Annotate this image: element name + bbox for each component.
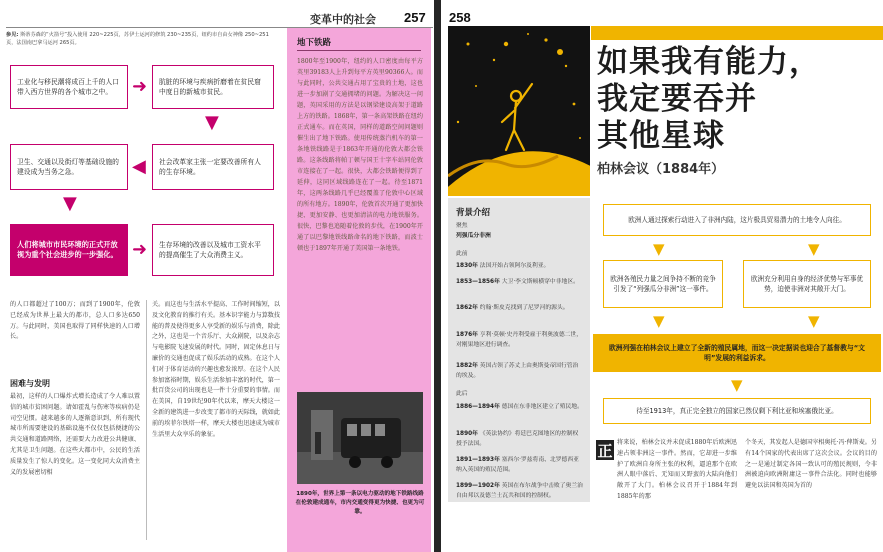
chapter-title-line2: 我定要吞并 <box>597 81 757 117</box>
arrow-down-icon: ▼ <box>205 112 219 133</box>
timeline-entry <box>456 362 584 381</box>
timeline-entry <box>456 430 584 449</box>
timeline-year: 1890年 <box>456 431 478 437</box>
flow-box-infrastructure: 卫生、交通以及街灯等基础设施的建设成为当务之急。 <box>10 144 128 190</box>
sidebar-rule <box>297 50 421 51</box>
body-column-1: 将来说，柏林会议并未促成1880年后欧洲迅速占领非洲这一事件。然而，它却进一步维护了欧洲自身所主张的权利，逼迫那个在欧洲人眼中落后、无知而又野蛮的大陆向他们敞开了大门。柏林会议召开于1884年到1885年的那 <box>617 439 737 500</box>
page-number: 257 <box>404 10 426 25</box>
sidebar-subway <box>287 28 431 552</box>
flow-box-scramble: 欧洲各殖民力量之间争持不断的竞争引发了“列强瓜分非洲”这一事件。 <box>603 260 723 308</box>
timeline-text: 《英法协约》将廷巴克图地区的控制权授予法国。 <box>456 431 579 447</box>
timeline-entry <box>456 403 584 413</box>
flow-box-progress: 人们将城市市民环境的正式开放视为重个社会进步的一步强化。 <box>10 224 128 276</box>
timeline-entry <box>456 262 584 272</box>
arrow-left-icon: ◀ <box>132 156 146 177</box>
timeline-year: 1886—1894年 <box>456 404 500 410</box>
timeline-entry <box>456 331 584 350</box>
sidebar-text: 1800年至1900年，纽约的人口密度由每平方英里39183人上升到每平方英里90366人。而与此同时，公共交通占用了宝贵的土地，这也进一步加剧了交通拥堵的问题。为解决这一问题，英国采用的方法是以钢梁建设高架于道路上方的铁路。1868年，第一条高架铁路在纽约正式通车。而在英国，同样的道路空间问题则催生出了地下铁路。使用传统蒸汽机车的第一条地铁线路是于1863年开通的伦敦大都会铁路。这条线路将帕丁顿与国王十字车站同伦敦市连接在了一起。很快，大都会铁路便得到了延伸，这同区域线路连在了一起。待至1871年，这两条线路几乎已经覆盖了伦敦中心区域的所有地方。1890年，伦敦首次开通了更加快捷、更加安静、也更加清洁的电力地铁服务。很快，巴黎也追随着伦敦的步伐，在1900年开通了以巴黎地铁线路命名的地下铁路，而波士顿也于1897年开通了美国第一条地铁。 <box>297 58 423 252</box>
reference-note <box>6 31 278 47</box>
subway-train-image <box>297 392 423 484</box>
arrow-right-icon: ➜ <box>132 239 148 260</box>
column-divider <box>146 300 147 540</box>
arrow-right-icon: ➜ <box>132 76 148 97</box>
earlier-label: 此前 <box>456 251 468 257</box>
arrow-down-icon: ▼ <box>731 376 743 394</box>
timeline-year: 1899—1902年 <box>456 483 500 489</box>
right-page <box>441 0 883 552</box>
chapter-subtitle: 柏林会议（1884年） <box>597 162 725 177</box>
timeline-year: 1876年 <box>456 332 478 338</box>
flow-box-exploration: 欧洲人通过探索行动进入了非洲内陆，这片极具贸易潜力的土地令人向往。 <box>603 204 871 236</box>
title-bar <box>591 26 883 40</box>
figure-on-globe-icon <box>448 26 590 196</box>
flow-box-advantage: 欧洲充分利用自身的经济优势与军事优势，迫使非洲对其敞开大门。 <box>743 260 871 308</box>
arrow-down-icon: ▼ <box>653 312 665 330</box>
drop-cap: 正 <box>597 441 613 460</box>
arrow-down-icon: ▼ <box>808 312 820 330</box>
timeline-text: 英国占领了苏丈上由奥斯曼帝国行管治的埃及。 <box>456 363 579 379</box>
timeline-text: 德国在东非地区建立了殖民地。 <box>501 404 583 410</box>
body-column-1-bottom: 最初，这样的人口爆炸式增长造成了令人难以置信的城市贫困问题。请如霍乱与伤寒等疾病仍是司空见惯。越来越多的人逐渐意识到，所有现代城市所需要建设的基础设施不仅仅包括便捷的公共交通和道路网络，还需要大力改进公共健康、尤其是卫生问题。在这些大都市中，公民的生活质量发生了惊人的变化。这一变化同大众消费主义的发展密切相 <box>10 393 140 476</box>
timeline-text: 塞西尔·罗兹将南、北罗德西亚纳入英国的殖民范围。 <box>456 457 579 473</box>
timeline-entry <box>456 456 584 475</box>
timeline-text: 法国开始占领阿尔及利亚。 <box>479 263 550 269</box>
page-number: 258 <box>449 10 471 25</box>
timeline-text: 英国在布尔战争中击败了奥兰治自由邦以及德兰士瓦共和国的控制权。 <box>456 483 583 499</box>
reference-label: 参见: <box>6 32 19 38</box>
running-header: 变革中的社会 <box>310 13 376 26</box>
timeline-text: 约翰·斯皮克找到了尼罗河的源头。 <box>479 305 569 311</box>
flow-box-slums: 肮脏的环境与疾病折磨着在贫民窟中度日的新城市贫民。 <box>152 65 274 109</box>
reference-text: 斯蒂芬森的“火箭号”投入使用 220~225页，苏伊士运河的修筑 230~235页，纽约市自由女神像 250~251页，法国南巴拿马运河 265页。 <box>6 32 269 46</box>
body-column-1-top: 的人口都超过了100万；而到了1900年，伦敦已经成为世界上最大的都市，总人口多达650万。与此同时，美国也取得了同样快速的人口增长。 <box>10 301 140 341</box>
astronaut-illustration <box>448 26 590 196</box>
timeline-entry <box>456 278 584 288</box>
flow-box-reform: 社会改革家主张一定要改善所有人的生存环境。 <box>152 144 274 190</box>
photo-caption: 1890年，世界上第一条以电力驱动的地下铁路线路在伦敦建成通车，市内交通变得更为快捷、也更为可靠。 <box>295 491 425 515</box>
sidebar-title: 地下铁路 <box>297 38 332 48</box>
timeline-text: 亨利·莫顿·史丹利受雇于利奥波德二世，对刚果地区进行调查。 <box>456 332 583 348</box>
section-heading: 困难与发明 <box>10 379 50 388</box>
timeline-entry <box>456 482 584 501</box>
chapter-title-line1: 如果我有能力， <box>597 44 821 80</box>
left-page <box>0 0 434 552</box>
later-label: 此后 <box>456 391 468 397</box>
chapter-title-line3: 其他星球 <box>597 118 725 154</box>
subway-photo <box>297 392 423 484</box>
timeline-year: 1862年 <box>456 305 478 311</box>
flow-box-1913: 待至1913年，真正完全独立的国家已然仅剩下利比亚和埃塞俄比亚。 <box>603 398 871 424</box>
flow-bar-berlin-conference: 欧洲列强在柏林会议上建立了全新的殖民属地，而这一决定据说也迎合了基督教与“文明”发展的利益诉求。 <box>593 334 881 372</box>
category-value: 列强瓜分非洲 <box>456 233 491 239</box>
background-sidebar <box>448 198 590 502</box>
timeline-year: 1882年 <box>456 363 478 369</box>
timeline-entry <box>456 304 584 314</box>
book-gutter <box>434 0 441 552</box>
body-column-2: 关。而这也与生活水平提高、工作时间缩短，以及文化教育的推行有关。基本识字能力与算数技能的普及使得更多人享受新的娱乐与消费，除此之外，这也是一个音乐厅、大众剧院，以及杂志与电影院飞速发展的时代。同时，固定休息日与廉价的交通也促成了娱乐活动的成熟。在这个人们对于体育运动的兴趣也愈发浓厚。在这个人民参加富裕时期，娱乐生活参加丰富的时代，第一批百货公司的出现也是一件十分重要的事情。而在美国，自19世纪90年代以来，摩天大楼这一全新的建筑进一步改变了都市的天际线，就如此前的埃菲尔铁塔一样，摩天大楼也迅速成为城市生活里大众享乐的象征。 <box>152 301 280 438</box>
body-column-2: 个冬天，其发起人是德国宰相奥托·冯·俾斯麦。另有14个国家的代表出席了这次会议。会议的目的之一是通过制定各国一致认可的殖民规则，令非洲被迫向欧洲附庸这一事件合法化。同时也能够避免以法国和英国为首的 <box>745 439 877 490</box>
category-label: 聚焦 <box>456 223 468 229</box>
flow-box-industrialization: 工业化与移民潮将成百上千的人口带入西方世界的各个城市之中。 <box>10 65 128 109</box>
timeline-year: 1853—1856年 <box>456 279 500 285</box>
flow-box-consumerism: 生存环境的改善以及城市工资水平的提高催生了大众消费主义。 <box>152 224 274 276</box>
timeline-text: 大卫·李文斯顿横穿中非地区。 <box>501 279 579 285</box>
arrow-down-icon: ▼ <box>63 193 77 214</box>
flowchart <box>593 198 881 434</box>
timeline-year: 1891—1893年 <box>456 457 500 463</box>
arrow-down-icon: ▼ <box>808 240 820 258</box>
timeline-year: 1830年 <box>456 263 478 269</box>
background-heading: 背景介绍 <box>456 208 491 218</box>
flowchart <box>6 56 278 292</box>
title-block <box>591 26 883 196</box>
arrow-down-icon: ▼ <box>653 240 665 258</box>
